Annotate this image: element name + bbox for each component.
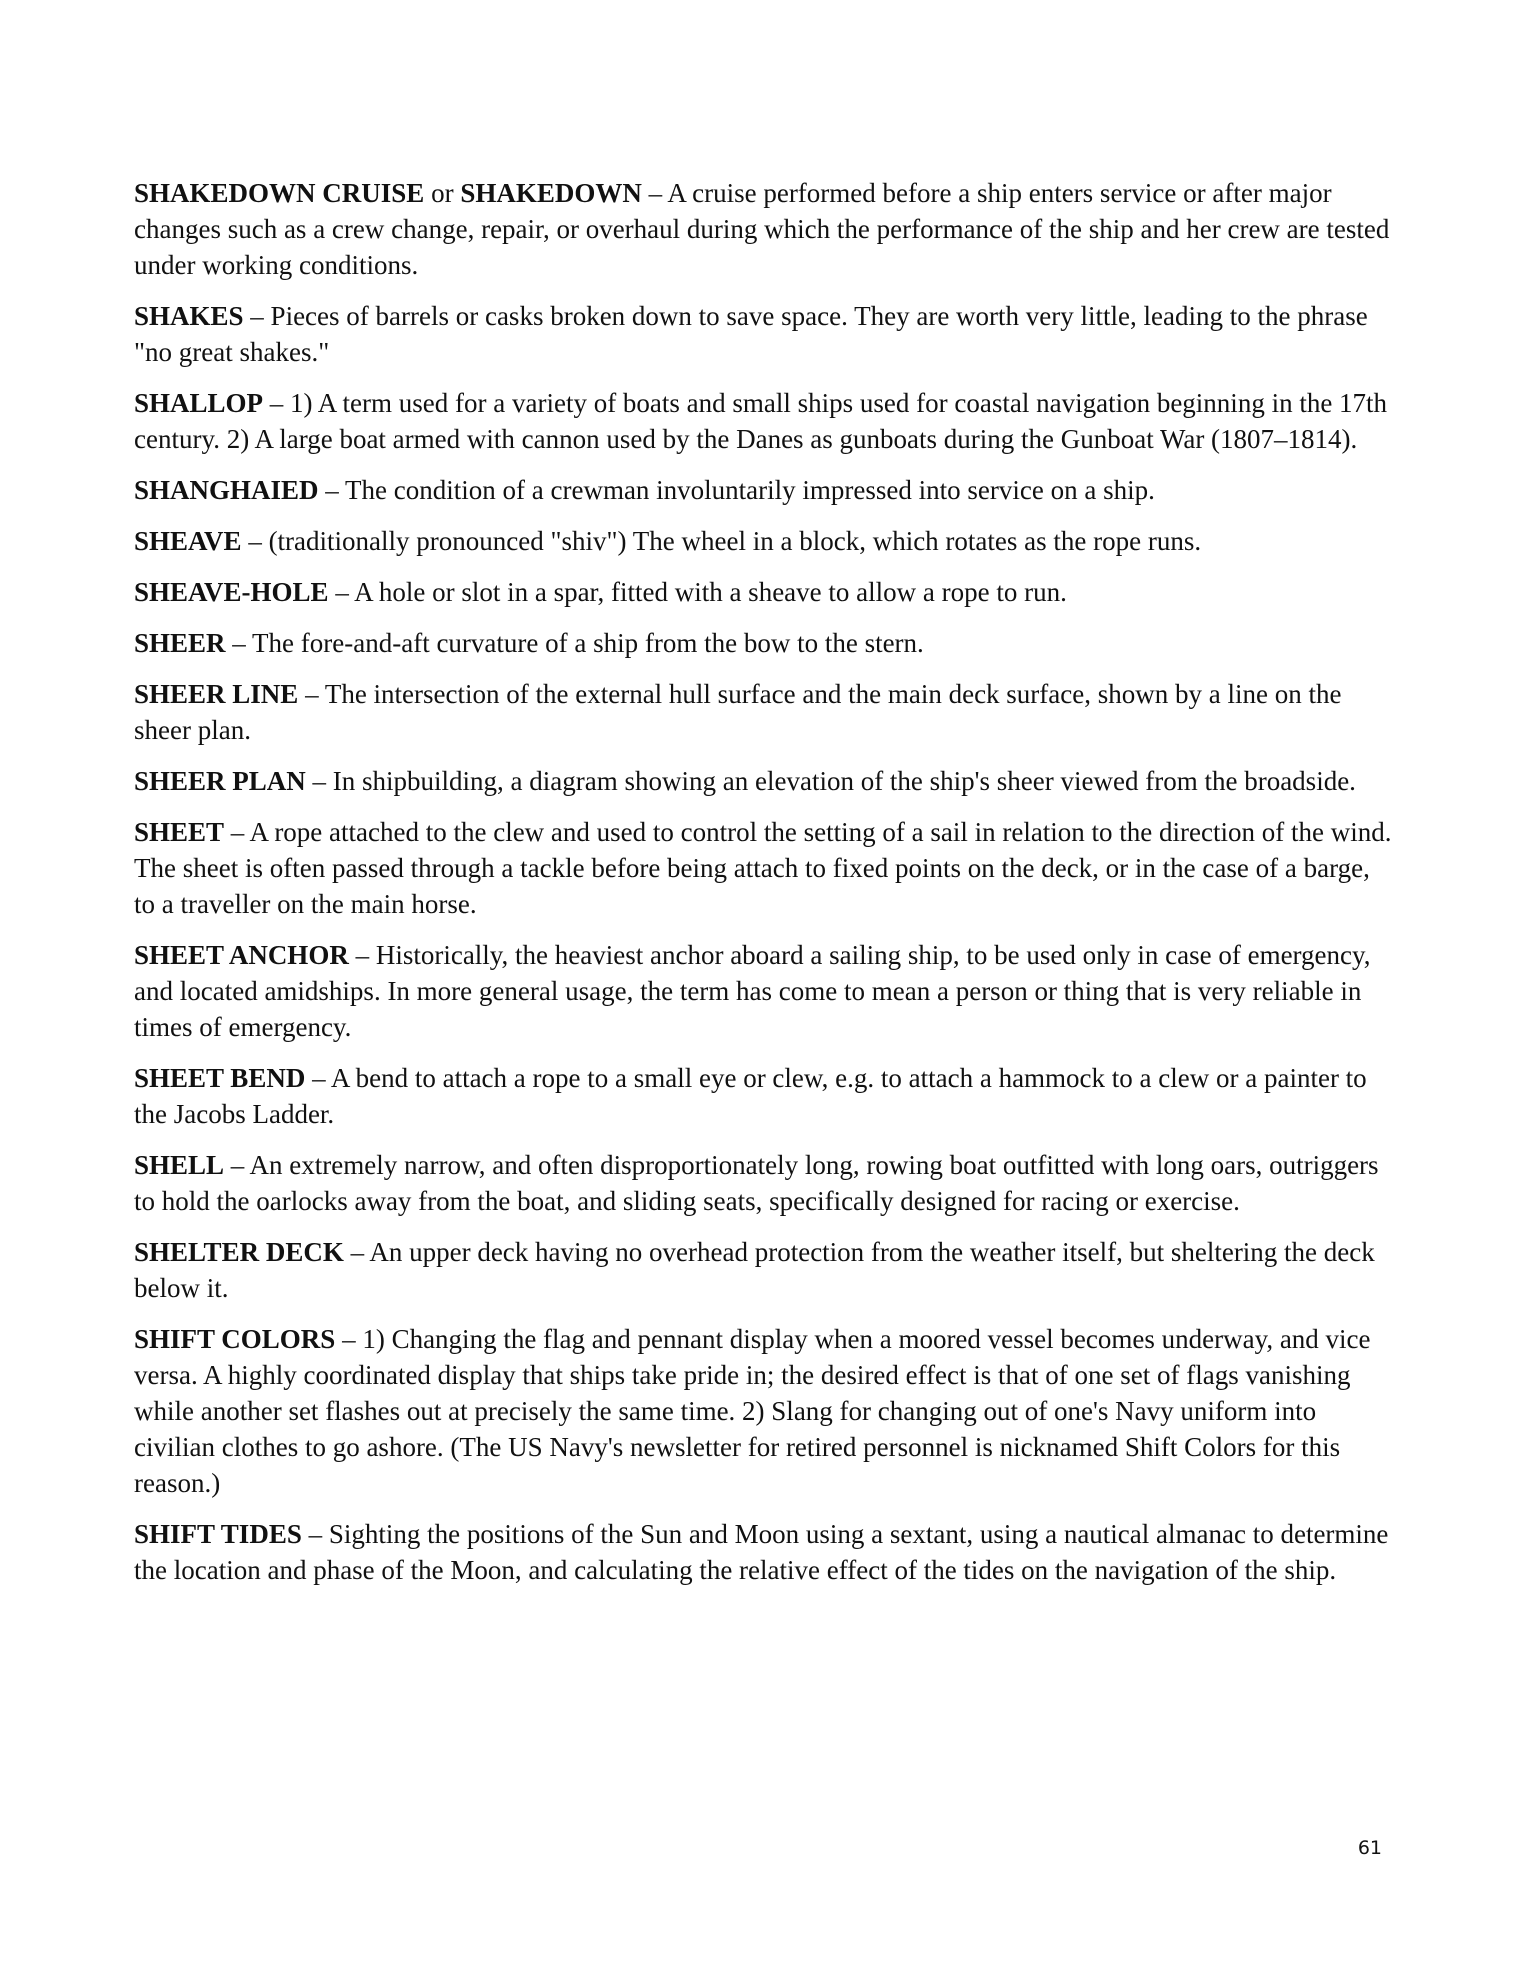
entry-term: SHEET BEND <box>134 1063 306 1093</box>
entry-term: SHEER LINE <box>134 679 299 709</box>
page-number: 61 <box>1357 1837 1382 1859</box>
entry-definition: – (traditionally pronounced "shiv") The wheel in a block, which rotates as the rope runs. <box>241 526 1202 556</box>
glossary-entry-sheave <box>134 523 1396 559</box>
glossary-entry-sheave-hole <box>134 574 1396 610</box>
glossary-entry-sheet-anchor <box>134 937 1396 1045</box>
entry-definition: – In shipbuilding, a diagram showing an elevation of the ship's sheer viewed from the broadside. <box>305 766 1356 796</box>
entry-term: SHEAVE-HOLE <box>134 577 329 607</box>
glossary-entry-shallop <box>134 385 1396 457</box>
entry-definition: – An extremely narrow, and often disproportionately long, rowing boat outfitted with long oars, outriggers to hold the oarlocks away from the boat, and sliding seats, specifically designed for racing or exercise. <box>134 1150 1379 1216</box>
entry-definition: – Pieces of barrels or casks broken down to save space. They are worth very little, leading to the phrase "no great shakes." <box>134 301 1368 367</box>
entry-term: SHANGHAIED <box>134 475 319 505</box>
entry-term: SHIFT TIDES <box>134 1519 302 1549</box>
glossary-entry-shakes <box>134 298 1396 370</box>
entry-term: SHAKES <box>134 301 244 331</box>
entry-connector: or <box>424 178 461 208</box>
glossary-body <box>134 175 1396 1603</box>
entry-definition: – An upper deck having no overhead protection from the weather itself, but sheltering the deck below it. <box>134 1237 1375 1303</box>
entry-term-alt: SHAKEDOWN <box>460 178 642 208</box>
entry-definition: – The fore-and-aft curvature of a ship from the bow to the stern. <box>225 628 924 658</box>
glossary-entry-sheet-bend <box>134 1060 1396 1132</box>
glossary-entry-shell <box>134 1147 1396 1219</box>
glossary-entry-shift-tides <box>134 1516 1396 1588</box>
entry-definition: – A cruise performed before a ship enters service or after major changes such as a crew change, repair, or overhaul during which the performance of the ship and her crew are tested under working conditions. <box>134 178 1390 280</box>
entry-definition: – A rope attached to the clew and used to control the setting of a sail in relation to the direction of the wind. The sheet is often passed through a tackle before being attach to fixed points on the deck, or in the case of a barge, to a traveller on the main horse. <box>134 817 1392 919</box>
entry-definition: – A hole or slot in a spar, fitted with a sheave to allow a rope to run. <box>328 577 1067 607</box>
glossary-entry-sheer-line <box>134 676 1396 748</box>
entry-definition: – Historically, the heaviest anchor aboard a sailing ship, to be used only in case of emergency, and located amidships. In more general usage, the term has come to mean a person or thing that is very reliable in times of emergency. <box>134 940 1371 1042</box>
entry-term: SHEER PLAN <box>134 766 306 796</box>
entry-definition: – The condition of a crewman involuntarily impressed into service on a ship. <box>318 475 1155 505</box>
entry-definition: – 1) Changing the flag and pennant display when a moored vessel becomes underway, and vice versa. A highly coordinated display that ships take pride in; the desired effect is that of one set of flags vanishing while another set flashes out at precisely the same time. 2) Slang for changing out of one's Navy uniform into civilian clothes to go ashore. (The US Navy's newsletter for retired personnel is nicknamed Shift Colors for this reason.) <box>134 1324 1371 1498</box>
entry-term: SHAKEDOWN CRUISE <box>134 178 425 208</box>
glossary-entry-shakedown-cruise <box>134 175 1396 283</box>
entry-definition: – Sighting the positions of the Sun and Moon using a sextant, using a nautical almanac to determine the location and phase of the Moon, and calculating the relative effect of the tides on the navigation of the ship. <box>134 1519 1389 1585</box>
entry-term: SHEAVE <box>134 526 242 556</box>
glossary-entry-sheer-plan <box>134 763 1396 799</box>
entry-term: SHEET ANCHOR <box>134 940 349 970</box>
glossary-entry-shelter-deck <box>134 1234 1396 1306</box>
entry-definition: – 1) A term used for a variety of boats and small ships used for coastal navigation beginning in the 17th century. 2) A large boat armed with cannon used by the Danes as gunboats during the Gunboat War (1807–1814). <box>134 388 1388 454</box>
glossary-entry-sheer <box>134 625 1396 661</box>
entry-term: SHELTER DECK <box>134 1237 344 1267</box>
glossary-entry-shift-colors <box>134 1321 1396 1501</box>
entry-definition: – The intersection of the external hull surface and the main deck surface, shown by a line on the sheer plan. <box>134 679 1342 745</box>
entry-definition: – A bend to attach a rope to a small eye or clew, e.g. to attach a hammock to a clew or a painter to the Jacobs Ladder. <box>134 1063 1367 1129</box>
entry-term: SHEER <box>134 628 226 658</box>
entry-term: SHEET <box>134 817 225 847</box>
entry-term: SHALLOP <box>134 388 264 418</box>
glossary-entry-shanghaied <box>134 472 1396 508</box>
entry-term: SHELL <box>134 1150 225 1180</box>
glossary-entry-sheet <box>134 814 1396 922</box>
entry-term: SHIFT COLORS <box>134 1324 336 1354</box>
